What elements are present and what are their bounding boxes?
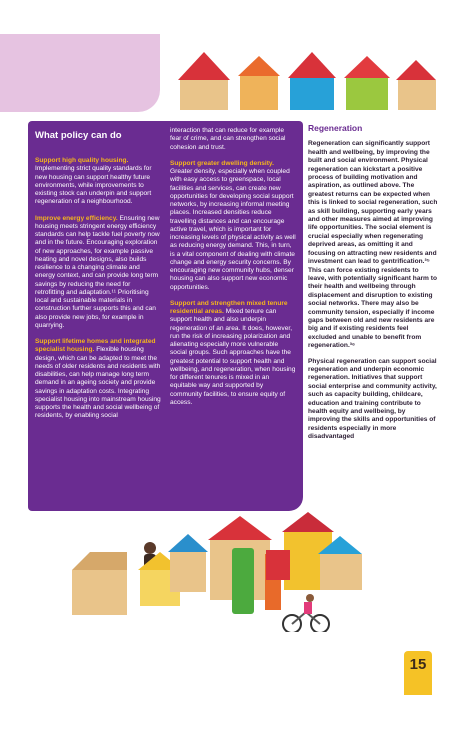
policy-item-body: Ensuring new housing meets stringent energy efficiency standards can help tackle fuel poverty now and in the future. Encouraging exploration of new approaches, for example passive heating and novel designs, also builds resilience to a changing climate and energy context, and can provide long term savings by reducing the need for retrofitting and adaptation.¹¹ Prioritising local and sustainable materials in construction further supports this and can also provide new jobs, for example in quarrying. [35, 214, 160, 329]
policy-left-column [35, 127, 161, 429]
policy-item-heading: Support greater dwelling density. [170, 159, 274, 167]
policy-right-column [170, 127, 296, 415]
policy-item [35, 338, 161, 421]
decorative-pink-tab [0, 34, 160, 112]
policy-item-heading: Support and strengthen mixed tenure residential areas. [170, 299, 288, 315]
policy-box [28, 121, 303, 511]
policy-item [35, 215, 161, 331]
toy-blocks-town-illustration [60, 512, 400, 632]
policy-item-heading: Support lifetime homes and integrated specialist housing. [35, 338, 156, 354]
policy-item-body: Mixed tenure can support health and also underpin regeneration of an area. It does, however, run the risk of increasing polarization and alienating especially more vulnerable social groups. Such approaches have the greatest potential to support health and wellbeing, and regeneration, when housing for different tenures is mixed in an equitable way and supported by community facilities, to ensure equity of access. [170, 308, 296, 406]
policy-item [35, 157, 161, 207]
policy-item-body: interaction that can reduce for example fear of crime, and can strengthen social cohesion and trust. [170, 127, 286, 151]
page-number: 15 [404, 651, 432, 695]
policy-box-title: What policy can do [35, 130, 122, 141]
policy-item [170, 160, 296, 292]
policy-item [170, 127, 296, 152]
regeneration-section [308, 121, 438, 449]
toy-houses-illustration [170, 48, 440, 118]
policy-item-body: Implementing strict quality standards for new housing can support healthy future environments, while improvements to existing stock can underpin and support regeneration of a neighbourhood. [35, 165, 152, 206]
regeneration-paragraph: Regeneration can significantly support health and wellbeing, by improving the built and social environment. Physical regeneration can kickstart a positive process of building motivation and aspiration, as outlined above. The greatest returns can be expected when this is linked to social regeneration, such as skill building, supporting early years and other measures aimed at improving life opportunities. The social element is crucial especially when regenerating deprived areas, as omitting it and focusing on attracting new residents and investment can lead to gentrification.³⁵ This can force existing residents to leave, with potentially significant harm to their health and wellbeing through displacement and disruption to existing social networks. There may also be community tension, especially if income gaps between old and new residents are big and if existing residents feel excluded and unable to benefit from regeneration.³⁶ [308, 140, 438, 350]
regeneration-heading: Regeneration [308, 123, 363, 133]
policy-item-heading: Improve energy efficiency. [35, 214, 118, 222]
policy-item-body: Flexible housing design, which can be adapted to meet the needs of older residents and residents with disabilities, can help manage long term demand in an ageing society and provide savings in adaptation costs. Integrating specialist housing into mainstream housing supports the health and social wellbeing of residents, by enabling social [35, 346, 161, 420]
policy-item-body: Greater density, especially when coupled with easy access to greenspace, local facilities and services, can create new opportunities for developing social support networks, by increasing informal meeting places. Increased densities reduce travelling distances and can encourage active travel, which is important for increasing levels of physical activity as well as reducing energy demand. This, in turn, is a vital component of dealing with climate change and energy security concerns. By encouraging new community hubs, denser housing can also support new economic opportunities. [170, 168, 296, 291]
regeneration-paragraph: Physical regeneration can support social regeneration and underpin economic regeneration. Initiatives that support social enterprise and community activity, such as capacity building, childcare, education and training contribute to health equity and wellbeing, by improving the skills and opportunities of residents especially in more disadvantaged [308, 357, 437, 441]
policy-item [170, 300, 296, 407]
policy-item-heading: Support high quality housing. [35, 157, 129, 164]
